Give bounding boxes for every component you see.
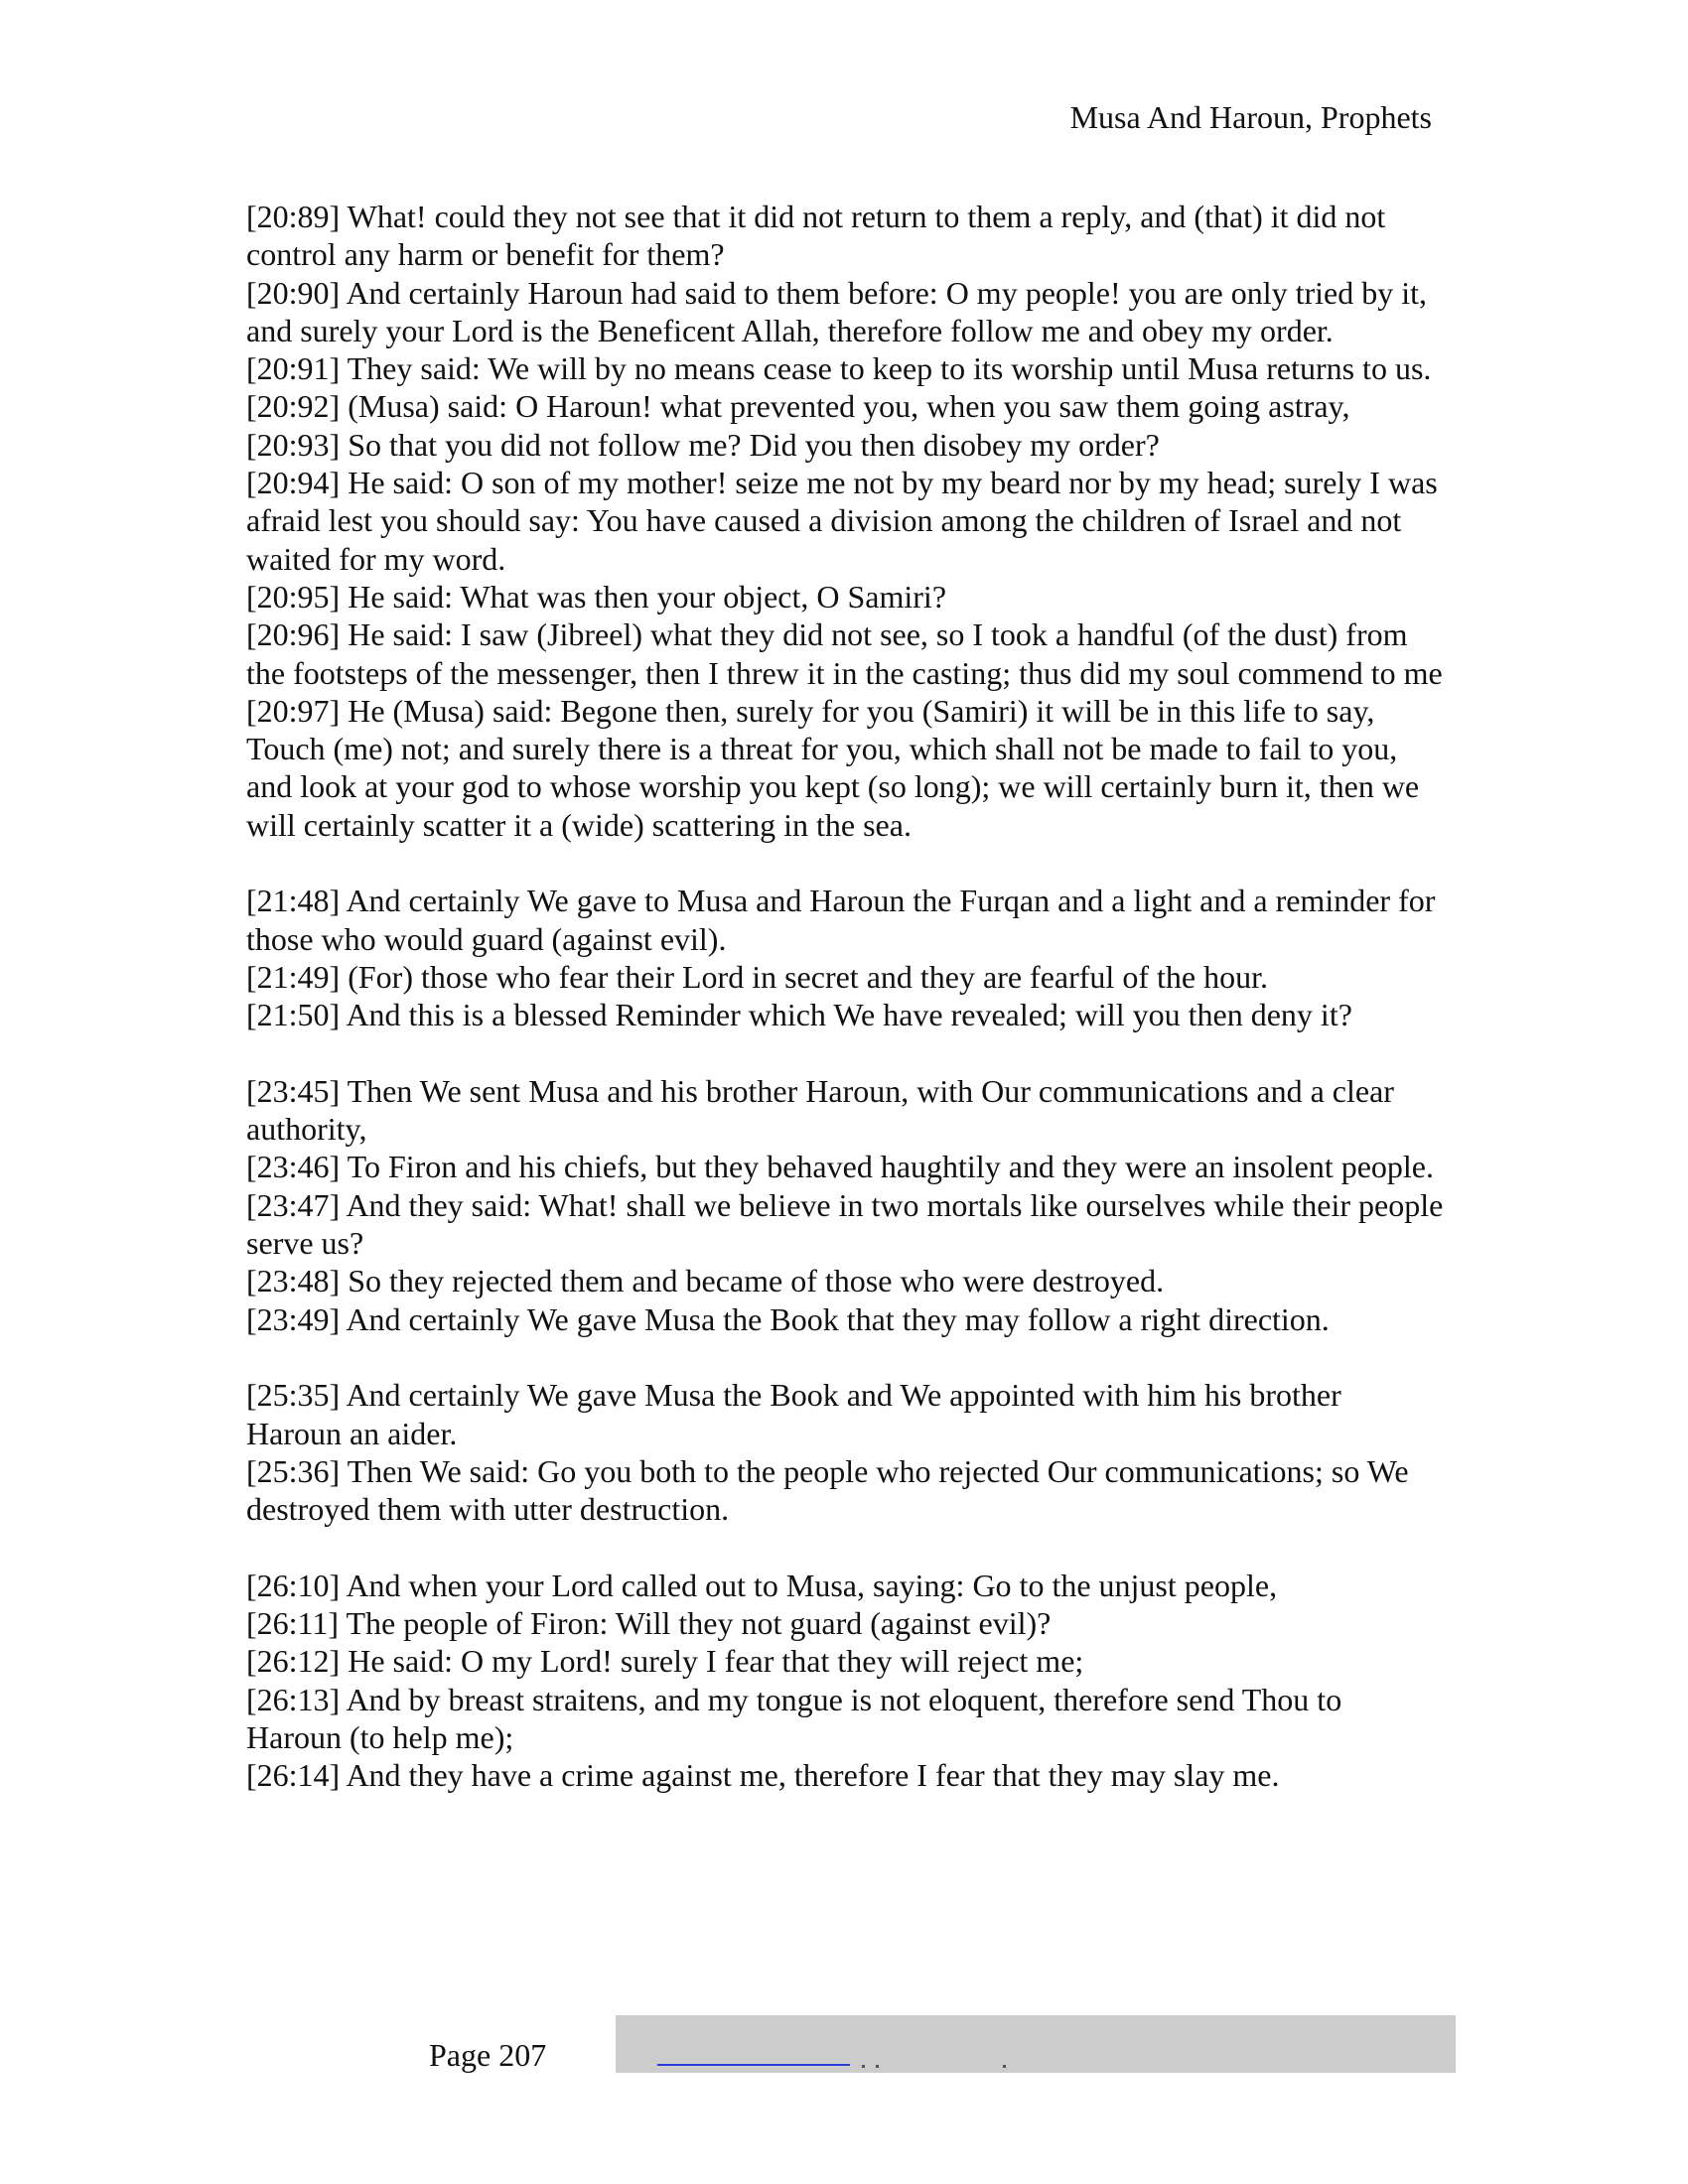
verse-group-21 xyxy=(246,882,1444,1033)
verse-23-48: [23:48] So they rejected them and became of those who were destroyed. xyxy=(246,1263,1165,1299)
verse-21-49: [21:49] (For) those who fear their Lord in secret and they are fearful of the hour. xyxy=(246,958,1268,995)
footer-bar xyxy=(616,2015,1456,2073)
verse-21-50: [21:50] And this is a blessed Reminder which We have revealed; will you then deny it? xyxy=(246,997,1352,1033)
verse-group-23 xyxy=(246,1072,1444,1338)
verse-20-97: [20:97] He (Musa) said: Begone then, surely for you (Samiri) it will be in this life to say, Touch (me) not; and surely there is a threat for you, which shall not be made to fail to you, and look at your god to whose worship you kept (so long); we will certainly burn it, then we will certainly scatter it a (wide) scattering in the sea. xyxy=(246,692,1420,843)
verse-23-49: [23:49] And certainly We gave Musa the Book that they may follow a right direction. xyxy=(246,1300,1330,1337)
verse-25-35: [25:35] And certainly We gave Musa the Book and We appointed with him his brother Haroun an aider. xyxy=(246,1377,1341,1451)
verse-23-47: [23:47] And they said: What! shall we believe in two mortals like ourselves while their people serve us? xyxy=(246,1186,1444,1262)
verse-group-26 xyxy=(246,1567,1444,1795)
verse-20-95: [20:95] He said: What was then your object, O Samiri? xyxy=(246,578,947,614)
verse-20-89: [20:89] What! could they not see that it did not return to them a reply, and (that) it did not control any harm or benefit for them? xyxy=(246,199,1386,273)
verse-26-13: [26:13] And by breast straitens, and my tongue is not eloquent, therefore send Thou to Haroun (to help me); xyxy=(246,1681,1342,1755)
verse-26-14: [26:14] And they have a crime against me, therefore I fear that they may slay me. xyxy=(246,1757,1280,1794)
page-number: Page 207 xyxy=(429,2037,547,2073)
verse-20-90: [20:90] And certainly Haroun had said to them before: O my people! you are only tried by it, and surely your Lord is the Beneficent Allah, therefore follow me and obey my order. xyxy=(246,274,1428,348)
verse-20-91: [20:91] They said: We will by no means cease to keep to its worship until Musa returns to us. xyxy=(246,350,1432,387)
verse-21-48: [21:48] And certainly We gave to Musa and Haroun the Furqan and a light and a reminder for those who would guard (against evil). xyxy=(246,883,1436,957)
verse-content xyxy=(246,198,1444,1794)
footer-dot xyxy=(1003,2065,1006,2068)
running-header: Musa And Haroun, Prophets xyxy=(1069,99,1432,135)
verse-23-45: [23:45] Then We sent Musa and his brother Haroun, with Our communications and a clear authority, xyxy=(246,1072,1394,1148)
verse-26-11: [26:11] The people of Firon: Will they not guard (against evil)? xyxy=(246,1604,1052,1641)
verse-group-25 xyxy=(246,1376,1444,1528)
verse-20-96: [20:96] He said: I saw (Jibreel) what they did not see, so I took a handful (of the dust) from the footsteps of the messenger, then I threw it in the casting; thus did my soul commend to me xyxy=(246,616,1443,691)
verse-25-36: [25:36] Then We said: Go you both to the people who rejected Our communications; so We destroyed them with utter destruction. xyxy=(246,1452,1409,1528)
footer-link-underline[interactable] xyxy=(657,2064,850,2066)
verse-23-46: [23:46] To Firon and his chiefs, but they behaved haughtily and they were an insolent people. xyxy=(246,1149,1434,1185)
verse-20-94: [20:94] He said: O son of my mother! seize me not by my beard nor by my head; surely I was afraid lest you should say: You have caused a division among the children of Israel and not waited for my word. xyxy=(246,465,1438,577)
footer-dot xyxy=(862,2065,865,2068)
footer-dot xyxy=(876,2065,879,2068)
verse-26-10: [26:10] And when your Lord called out to Musa, saying: Go to the unjust people, xyxy=(246,1567,1278,1603)
verse-26-12: [26:12] He said: O my Lord! surely I fear that they will reject me; xyxy=(246,1643,1084,1680)
verse-group-20 xyxy=(246,198,1444,844)
verse-20-93: [20:93] So that you did not follow me? Did you then disobey my order? xyxy=(246,426,1160,463)
verse-20-92: [20:92] (Musa) said: O Haroun! what prevented you, when you saw them going astray, xyxy=(246,388,1350,425)
